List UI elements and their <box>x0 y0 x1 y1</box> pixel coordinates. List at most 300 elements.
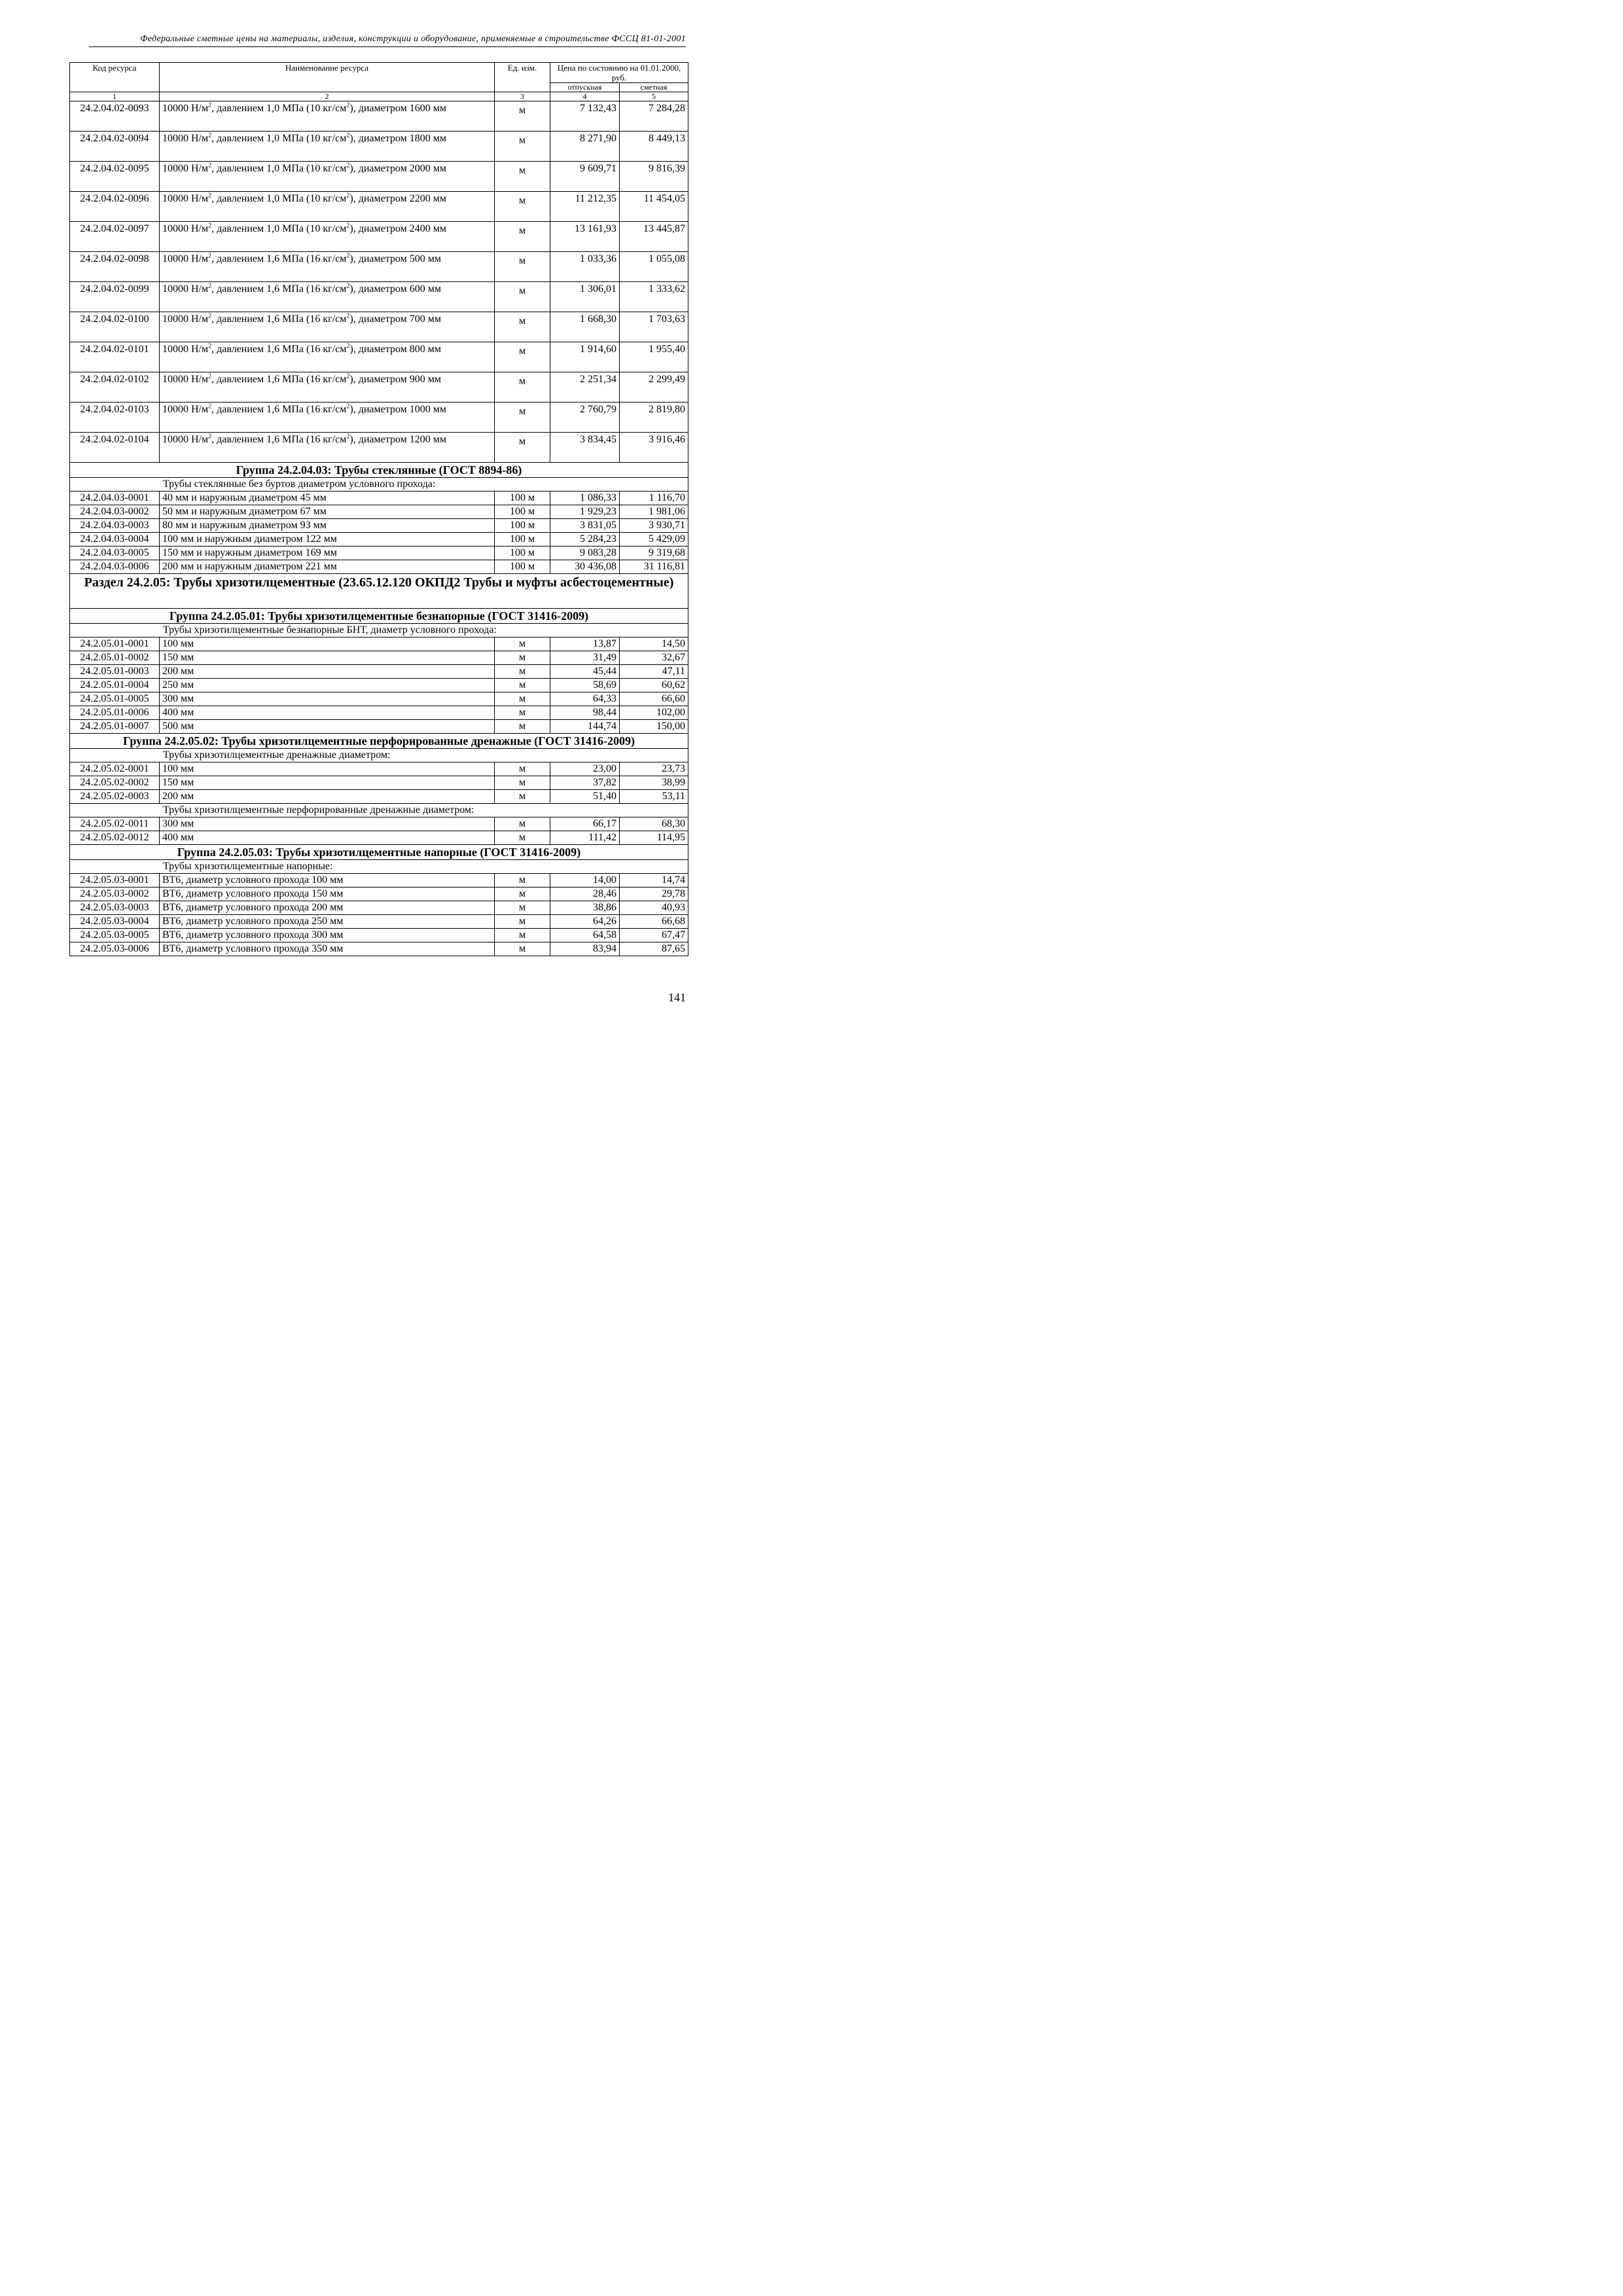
resource-name: 150 мм и наружным диаметром 169 мм <box>160 547 495 560</box>
resource-code: 24.2.04.02-0098 <box>70 252 160 282</box>
table-row <box>70 720 688 734</box>
name-part: 10000 Н/м <box>162 163 209 174</box>
unit: 100 м <box>495 505 550 519</box>
unit: м <box>495 831 550 845</box>
name-part: ), диаметром 1000 мм <box>349 404 446 415</box>
unit: м <box>495 888 550 901</box>
superscript: 2 <box>208 342 212 350</box>
unit: 100 м <box>495 560 550 574</box>
unit: м <box>495 874 550 888</box>
group-title <box>70 609 688 624</box>
estimate-price: 67,47 <box>620 929 688 942</box>
estimate-price: 11 454,05 <box>620 192 688 222</box>
release-price: 2 760,79 <box>550 403 620 433</box>
unit: м <box>495 901 550 915</box>
name-part: 10000 Н/м <box>162 193 209 204</box>
resource-code: 24.2.05.03-0002 <box>70 888 160 901</box>
estimate-price: 9 319,68 <box>620 547 688 560</box>
table-row <box>70 665 688 679</box>
table-row <box>70 706 688 720</box>
superscript: 2 <box>346 222 350 230</box>
release-price: 45,44 <box>550 665 620 679</box>
resource-code: 24.2.05.03-0006 <box>70 942 160 956</box>
resource-code: 24.2.05.02-0012 <box>70 831 160 845</box>
superscript: 2 <box>346 252 350 260</box>
resource-code: 24.2.04.02-0104 <box>70 433 160 463</box>
resource-name <box>160 192 495 222</box>
table-row <box>70 776 688 790</box>
table-row <box>70 222 688 252</box>
estimate-price: 38,99 <box>620 776 688 790</box>
name-part: , давлением 1,0 МПа (10 кг/см <box>211 223 347 234</box>
subheading-cell: Трубы хризотилцементные перфорированные дренажные диаметром: <box>70 804 688 817</box>
table-row <box>70 533 688 547</box>
resource-code: 24.2.04.02-0103 <box>70 403 160 433</box>
resource-name: ВТ6, диаметр условного прохода 250 мм <box>160 915 495 929</box>
estimate-price: 14,74 <box>620 874 688 888</box>
estimate-price: 68,30 <box>620 817 688 831</box>
resource-name <box>160 282 495 312</box>
release-price: 111,42 <box>550 831 620 845</box>
unit: 100 м <box>495 519 550 533</box>
release-price: 2 251,34 <box>550 372 620 403</box>
subheading <box>70 478 688 492</box>
release-price: 31,49 <box>550 651 620 665</box>
estimate-price: 3 930,71 <box>620 519 688 533</box>
resource-name: 200 мм и наружным диаметром 221 мм <box>160 560 495 574</box>
group-title <box>70 463 688 478</box>
table-row <box>70 831 688 845</box>
release-price: 51,40 <box>550 790 620 804</box>
name-part: , давлением 1,6 МПа (16 кг/см <box>211 283 347 295</box>
estimate-price: 2 819,80 <box>620 403 688 433</box>
resource-name <box>160 433 495 463</box>
estimate-price: 9 816,39 <box>620 162 688 192</box>
resource-name <box>160 372 495 403</box>
release-price: 30 436,08 <box>550 560 620 574</box>
estimate-price: 7 284,28 <box>620 101 688 132</box>
table-row <box>70 342 688 372</box>
resource-code: 24.2.05.01-0003 <box>70 665 160 679</box>
group-title <box>70 734 688 749</box>
estimate-price: 3 916,46 <box>620 433 688 463</box>
unit: м <box>495 929 550 942</box>
resource-name: ВТ6, диаметр условного прохода 100 мм <box>160 874 495 888</box>
name-part: ), диаметром 1600 мм <box>349 103 446 114</box>
table-row <box>70 192 688 222</box>
superscript: 2 <box>346 372 350 380</box>
unit: м <box>495 762 550 776</box>
resource-code: 24.2.04.03-0001 <box>70 492 160 505</box>
superscript: 2 <box>208 312 212 320</box>
release-price: 5 284,23 <box>550 533 620 547</box>
release-price: 28,46 <box>550 888 620 901</box>
col-number: 3 <box>495 92 550 101</box>
resource-name <box>160 162 495 192</box>
release-price: 83,94 <box>550 942 620 956</box>
superscript: 2 <box>346 132 350 139</box>
superscript: 2 <box>208 132 212 139</box>
estimate-price: 60,62 <box>620 679 688 692</box>
table-row <box>70 560 688 574</box>
name-part: ), диаметром 800 мм <box>349 344 441 355</box>
resource-code: 24.2.05.01-0005 <box>70 692 160 706</box>
estimate-price: 66,60 <box>620 692 688 706</box>
table-row <box>70 692 688 706</box>
group-title-cell: Группа 24.2.05.03: Трубы хризотилцементные напорные (ГОСТ 31416-2009) <box>70 845 688 860</box>
name-part: , давлением 1,0 МПа (10 кг/см <box>211 103 347 114</box>
table-row <box>70 901 688 915</box>
resource-code: 24.2.05.02-0003 <box>70 790 160 804</box>
resource-name <box>160 101 495 132</box>
resource-name: 400 мм <box>160 831 495 845</box>
release-price: 64,26 <box>550 915 620 929</box>
unit: м <box>495 162 550 192</box>
resource-code: 24.2.05.01-0002 <box>70 651 160 665</box>
header-name: Наименование ресурса <box>160 63 495 92</box>
release-price: 3 834,45 <box>550 433 620 463</box>
name-part: 10000 Н/м <box>162 314 209 325</box>
unit: м <box>495 817 550 831</box>
table-row <box>70 162 688 192</box>
unit: м <box>495 790 550 804</box>
name-part: , давлением 1,6 МПа (16 кг/см <box>211 314 347 325</box>
subheading <box>70 749 688 762</box>
name-part: ), диаметром 1200 мм <box>349 434 446 445</box>
estimate-price: 2 299,49 <box>620 372 688 403</box>
release-price: 8 271,90 <box>550 132 620 162</box>
resource-name: 40 мм и наружным диаметром 45 мм <box>160 492 495 505</box>
superscript: 2 <box>346 282 350 290</box>
page-number: 141 <box>668 991 686 1004</box>
release-price: 64,58 <box>550 929 620 942</box>
release-price: 3 831,05 <box>550 519 620 533</box>
subheading <box>70 860 688 874</box>
estimate-price: 13 445,87 <box>620 222 688 252</box>
resource-code: 24.2.04.02-0096 <box>70 192 160 222</box>
subheading-cell: Трубы стеклянные без буртов диаметром условного прохода: <box>70 478 688 492</box>
table-row <box>70 403 688 433</box>
release-price: 9 083,28 <box>550 547 620 560</box>
unit: м <box>495 342 550 372</box>
section-title <box>70 574 688 609</box>
release-price: 98,44 <box>550 706 620 720</box>
resource-name <box>160 312 495 342</box>
resource-name: 250 мм <box>160 679 495 692</box>
resource-code: 24.2.04.02-0101 <box>70 342 160 372</box>
resource-name: ВТ6, диаметр условного прохода 350 мм <box>160 942 495 956</box>
unit: м <box>495 312 550 342</box>
estimate-price: 23,73 <box>620 762 688 776</box>
unit: м <box>495 692 550 706</box>
superscript: 2 <box>346 403 350 410</box>
resource-name: 300 мм <box>160 692 495 706</box>
estimate-price: 1 981,06 <box>620 505 688 519</box>
estimate-price: 5 429,09 <box>620 533 688 547</box>
superscript: 2 <box>346 312 350 320</box>
release-price: 64,33 <box>550 692 620 706</box>
superscript: 2 <box>346 162 350 170</box>
resource-name: ВТ6, диаметр условного прохода 150 мм <box>160 888 495 901</box>
name-part: , давлением 1,0 МПа (10 кг/см <box>211 133 347 144</box>
name-part: , давлением 1,6 МПа (16 кг/см <box>211 253 347 264</box>
estimate-price: 1 955,40 <box>620 342 688 372</box>
unit: 100 м <box>495 547 550 560</box>
release-price: 23,00 <box>550 762 620 776</box>
resource-code: 24.2.05.01-0006 <box>70 706 160 720</box>
subheading-cell: Трубы хризотилцементные напорные: <box>70 860 688 874</box>
estimate-price: 32,67 <box>620 651 688 665</box>
superscript: 2 <box>208 372 212 380</box>
release-price: 1 033,36 <box>550 252 620 282</box>
col-number: 1 <box>70 92 160 101</box>
resource-code: 24.2.04.03-0005 <box>70 547 160 560</box>
table-body <box>70 101 688 956</box>
estimate-price: 40,93 <box>620 901 688 915</box>
release-price: 1 914,60 <box>550 342 620 372</box>
release-price: 1 086,33 <box>550 492 620 505</box>
group-title-cell: Группа 24.2.05.01: Трубы хризотилцементные безнапорные (ГОСТ 31416-2009) <box>70 609 688 624</box>
table-row <box>70 915 688 929</box>
superscript: 2 <box>208 403 212 410</box>
estimate-price: 87,65 <box>620 942 688 956</box>
estimate-price: 14,50 <box>620 637 688 651</box>
resource-code: 24.2.05.01-0001 <box>70 637 160 651</box>
unit: м <box>495 776 550 790</box>
resource-code: 24.2.04.03-0006 <box>70 560 160 574</box>
running-header: Федеральные сметные цены на материалы, изделия, конструкции и оборудование, применяемые в строительстве ФССЦ 81-01-2001 <box>140 34 686 44</box>
name-part: ), диаметром 900 мм <box>349 374 441 385</box>
name-part: 10000 Н/м <box>162 223 209 234</box>
estimate-price: 66,68 <box>620 915 688 929</box>
table-row <box>70 942 688 956</box>
unit: м <box>495 282 550 312</box>
release-price: 1 668,30 <box>550 312 620 342</box>
resource-code: 24.2.05.01-0007 <box>70 720 160 734</box>
table-row <box>70 433 688 463</box>
resource-name: ВТ6, диаметр условного прохода 200 мм <box>160 901 495 915</box>
group-title-cell: Группа 24.2.04.03: Трубы стеклянные (ГОСТ 8894-86) <box>70 463 688 478</box>
superscript: 2 <box>208 192 212 200</box>
name-part: , давлением 1,0 МПа (10 кг/см <box>211 193 347 204</box>
resource-code: 24.2.04.02-0097 <box>70 222 160 252</box>
name-part: 10000 Н/м <box>162 374 209 385</box>
header-price-group: Цена по состоянию на 01.01.2000, руб. <box>550 63 688 83</box>
header-estimate: сметная <box>620 83 688 92</box>
unit: м <box>495 679 550 692</box>
estimate-price: 1 116,70 <box>620 492 688 505</box>
name-part: ), диаметром 2000 мм <box>349 163 446 174</box>
col-number: 4 <box>550 92 620 101</box>
resource-code: 24.2.04.03-0004 <box>70 533 160 547</box>
table-row <box>70 637 688 651</box>
estimate-price: 1 703,63 <box>620 312 688 342</box>
section-title-cell: Раздел 24.2.05: Трубы хризотилцементные (23.65.12.120 ОКПД2 Трубы и муфты асбестоцементные) <box>70 574 688 609</box>
subheading <box>70 804 688 817</box>
release-price: 58,69 <box>550 679 620 692</box>
name-part: 10000 Н/м <box>162 133 209 144</box>
resource-name: 150 мм <box>160 651 495 665</box>
resource-name: 300 мм <box>160 817 495 831</box>
resource-code: 24.2.04.02-0102 <box>70 372 160 403</box>
name-part: 10000 Н/м <box>162 253 209 264</box>
resource-code: 24.2.04.03-0002 <box>70 505 160 519</box>
name-part: 10000 Н/м <box>162 404 209 415</box>
estimate-price: 31 116,81 <box>620 560 688 574</box>
estimate-price: 150,00 <box>620 720 688 734</box>
unit: м <box>495 915 550 929</box>
name-part: , давлением 1,0 МПа (10 кг/см <box>211 163 347 174</box>
resource-code: 24.2.05.02-0011 <box>70 817 160 831</box>
name-part: ), диаметром 2200 мм <box>349 193 446 204</box>
superscript: 2 <box>346 433 350 440</box>
table-row <box>70 492 688 505</box>
release-price: 1 306,01 <box>550 282 620 312</box>
name-part: ), диаметром 1800 мм <box>349 133 446 144</box>
estimate-price: 8 449,13 <box>620 132 688 162</box>
unit: м <box>495 372 550 403</box>
table-row <box>70 888 688 901</box>
table-row <box>70 252 688 282</box>
table-row <box>70 312 688 342</box>
unit: м <box>495 942 550 956</box>
table-row <box>70 282 688 312</box>
table-row <box>70 372 688 403</box>
resource-code: 24.2.05.02-0001 <box>70 762 160 776</box>
header-rule <box>89 46 686 47</box>
unit: м <box>495 192 550 222</box>
resource-name: 400 мм <box>160 706 495 720</box>
resource-name: 100 мм и наружным диаметром 122 мм <box>160 533 495 547</box>
resource-code: 24.2.05.02-0002 <box>70 776 160 790</box>
col-number: 5 <box>620 92 688 101</box>
name-part: ), диаметром 500 мм <box>349 253 441 264</box>
resource-name: 100 мм <box>160 637 495 651</box>
resource-name <box>160 222 495 252</box>
resource-code: 24.2.04.02-0094 <box>70 132 160 162</box>
resource-name: 200 мм <box>160 665 495 679</box>
table-row <box>70 651 688 665</box>
release-price: 38,86 <box>550 901 620 915</box>
name-part: 10000 Н/м <box>162 103 209 114</box>
superscript: 2 <box>208 222 212 230</box>
resource-code: 24.2.04.02-0100 <box>70 312 160 342</box>
superscript: 2 <box>346 101 350 109</box>
resource-name: ВТ6, диаметр условного прохода 300 мм <box>160 929 495 942</box>
resource-code: 24.2.04.02-0095 <box>70 162 160 192</box>
name-part: , давлением 1,6 МПа (16 кг/см <box>211 404 347 415</box>
header-code: Код ресурса <box>70 63 160 92</box>
release-price: 37,82 <box>550 776 620 790</box>
table-row <box>70 817 688 831</box>
resource-name: 80 мм и наружным диаметром 93 мм <box>160 519 495 533</box>
name-part: 10000 Н/м <box>162 434 209 445</box>
unit: м <box>495 706 550 720</box>
table-row <box>70 929 688 942</box>
estimate-price: 47,11 <box>620 665 688 679</box>
name-part: , давлением 1,6 МПа (16 кг/см <box>211 374 347 385</box>
resource-name: 200 мм <box>160 790 495 804</box>
release-price: 13,87 <box>550 637 620 651</box>
unit: м <box>495 720 550 734</box>
name-part: , давлением 1,6 МПа (16 кг/см <box>211 434 347 445</box>
table-row <box>70 790 688 804</box>
estimate-price: 114,95 <box>620 831 688 845</box>
group-title-cell: Группа 24.2.05.02: Трубы хризотилцементные перфорированные дренажные (ГОСТ 31416-2009) <box>70 734 688 749</box>
unit: м <box>495 132 550 162</box>
table-row <box>70 519 688 533</box>
release-price: 9 609,71 <box>550 162 620 192</box>
table-row <box>70 101 688 132</box>
unit: м <box>495 101 550 132</box>
name-part: 10000 Н/м <box>162 283 209 295</box>
resource-name: 50 мм и наружным диаметром 67 мм <box>160 505 495 519</box>
resource-name: 100 мм <box>160 762 495 776</box>
superscript: 2 <box>208 252 212 260</box>
superscript: 2 <box>208 101 212 109</box>
unit: 100 м <box>495 492 550 505</box>
resource-code: 24.2.04.03-0003 <box>70 519 160 533</box>
resource-name <box>160 252 495 282</box>
table-row <box>70 679 688 692</box>
unit: 100 м <box>495 533 550 547</box>
superscript: 2 <box>346 342 350 350</box>
resource-code: 24.2.04.02-0099 <box>70 282 160 312</box>
unit: м <box>495 433 550 463</box>
superscript: 2 <box>346 192 350 200</box>
table-row <box>70 762 688 776</box>
unit: м <box>495 222 550 252</box>
estimate-price: 53,11 <box>620 790 688 804</box>
table-row <box>70 505 688 519</box>
header-unit: Ед. изм. <box>495 63 550 92</box>
superscript: 2 <box>208 162 212 170</box>
resource-name <box>160 342 495 372</box>
release-price: 14,00 <box>550 874 620 888</box>
resource-code: 24.2.05.03-0005 <box>70 929 160 942</box>
estimate-price: 1 055,08 <box>620 252 688 282</box>
resource-code: 24.2.05.01-0004 <box>70 679 160 692</box>
group-title <box>70 845 688 860</box>
col-number: 2 <box>160 92 495 101</box>
resource-name <box>160 403 495 433</box>
estimate-price: 102,00 <box>620 706 688 720</box>
resource-code: 24.2.05.03-0003 <box>70 901 160 915</box>
superscript: 2 <box>208 433 212 440</box>
release-price: 66,17 <box>550 817 620 831</box>
name-part: , давлением 1,6 МПа (16 кг/см <box>211 344 347 355</box>
unit: м <box>495 651 550 665</box>
estimate-price: 1 333,62 <box>620 282 688 312</box>
table-row <box>70 874 688 888</box>
unit: м <box>495 252 550 282</box>
header-release: отпускная <box>550 83 620 92</box>
resource-code: 24.2.04.02-0093 <box>70 101 160 132</box>
name-part: ), диаметром 600 мм <box>349 283 441 295</box>
unit: м <box>495 665 550 679</box>
price-table <box>69 62 688 956</box>
table-row <box>70 547 688 560</box>
subheading <box>70 624 688 637</box>
name-part: ), диаметром 2400 мм <box>349 223 446 234</box>
unit: м <box>495 403 550 433</box>
subheading-cell: Трубы хризотилцементные дренажные диаметром: <box>70 749 688 762</box>
resource-name <box>160 132 495 162</box>
name-part: 10000 Н/м <box>162 344 209 355</box>
estimate-price: 29,78 <box>620 888 688 901</box>
resource-name: 500 мм <box>160 720 495 734</box>
superscript: 2 <box>208 282 212 290</box>
